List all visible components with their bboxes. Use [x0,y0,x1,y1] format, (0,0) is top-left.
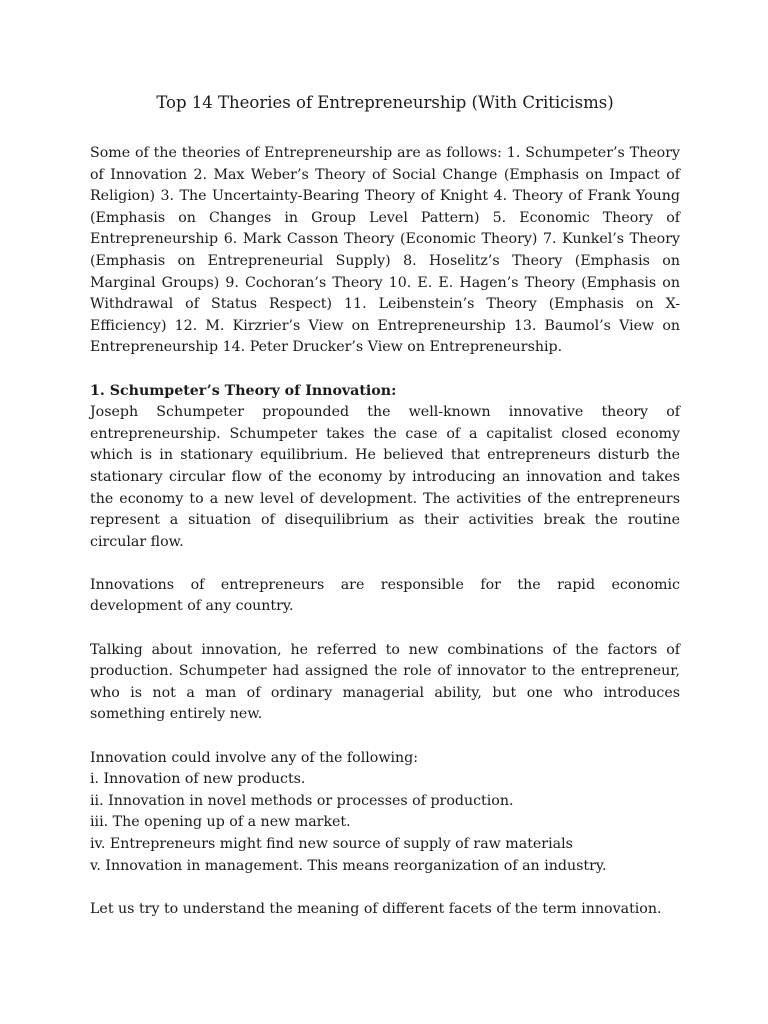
list-item: iii. The opening up of a new market. [90,814,351,831]
closing-paragraph: Let us try to understand the meaning of different facets of the term innovation. [90,900,662,917]
document-title: Top 14 Theories of Entrepreneurship (With Criticisms) [156,93,614,112]
list-intro: Innovation could involve any of the following: [90,749,419,766]
spacer [90,877,680,899]
list-item: iv. Entrepreneurs might find new source of supply of raw materials [90,836,573,852]
spacer [90,359,680,381]
innovation-list [90,769,680,877]
section-paragraph-2: Innovations of entrepreneurs are responsible for the rapid economic development of any country. [90,576,680,615]
intro-paragraph: Some of the theories of Entrepreneurship are as follows: 1. Schumpeter’s Theory of Innovation 2. Max Weber’s Theory of Social Change (Emphasis on Impact of Religion) 3. The Uncertainty-Bearing Theory of Knight 4. Theory of Frank Young (Emphasis on Changes in Group Level Pattern) 5. Economic Theory of Entrepreneurship 6. Mark Casson Theory (Economic Theory) 7. Kunkel’s Theory (Emphasis on Entrepreneurial Supply) 8. Hoselitz’s Theory (Emphasis on Marginal Groups) 9. Cochoran’s Theory 10. E. E. Hagen’s Theory (Emphasis on Withdrawal of Status Respect) 11. Leibenstein’s Theory (Emphasis on X-Efficiency) 12. M. Kirzrier’s View on Entrepreneurship 13. Baumol’s View on Entrepreneurship 14. Peter Drucker’s View on Entrepreneurship. [90,145,680,356]
section-paragraph-1: Joseph Schumpeter propounded the well-known innovative theory of entrepreneurship. Schumpeter takes the case of a capitalist closed economy which is in stationary equilibrium. He believed that entrepreneurs disturb the stationary circular flow of the economy by introducing an innovation and takes the economy to a new level of development. The activities of the entrepreneurs represent a situation of disequilibrium as their activities break the routine circular flow. [90,404,680,550]
list-item: i. Innovation of new products. [90,771,306,788]
spacer [90,618,680,640]
list-item: v. Innovation in management. This means reorganization of an industry. [90,857,607,874]
spacer [90,726,680,748]
spacer [90,553,680,575]
list-item: ii. Innovation in novel methods or processes of production. [90,792,514,809]
section-paragraph-3: Talking about innovation, he referred to new combinations of the factors of production. Schumpeter had assigned the role of innovator to the entrepreneur, who is not a man of ordinary managerial ability, but one who introduces something entirely new. [90,641,680,723]
section-heading: 1. Schumpeter’s Theory of Innovation: [90,382,397,399]
